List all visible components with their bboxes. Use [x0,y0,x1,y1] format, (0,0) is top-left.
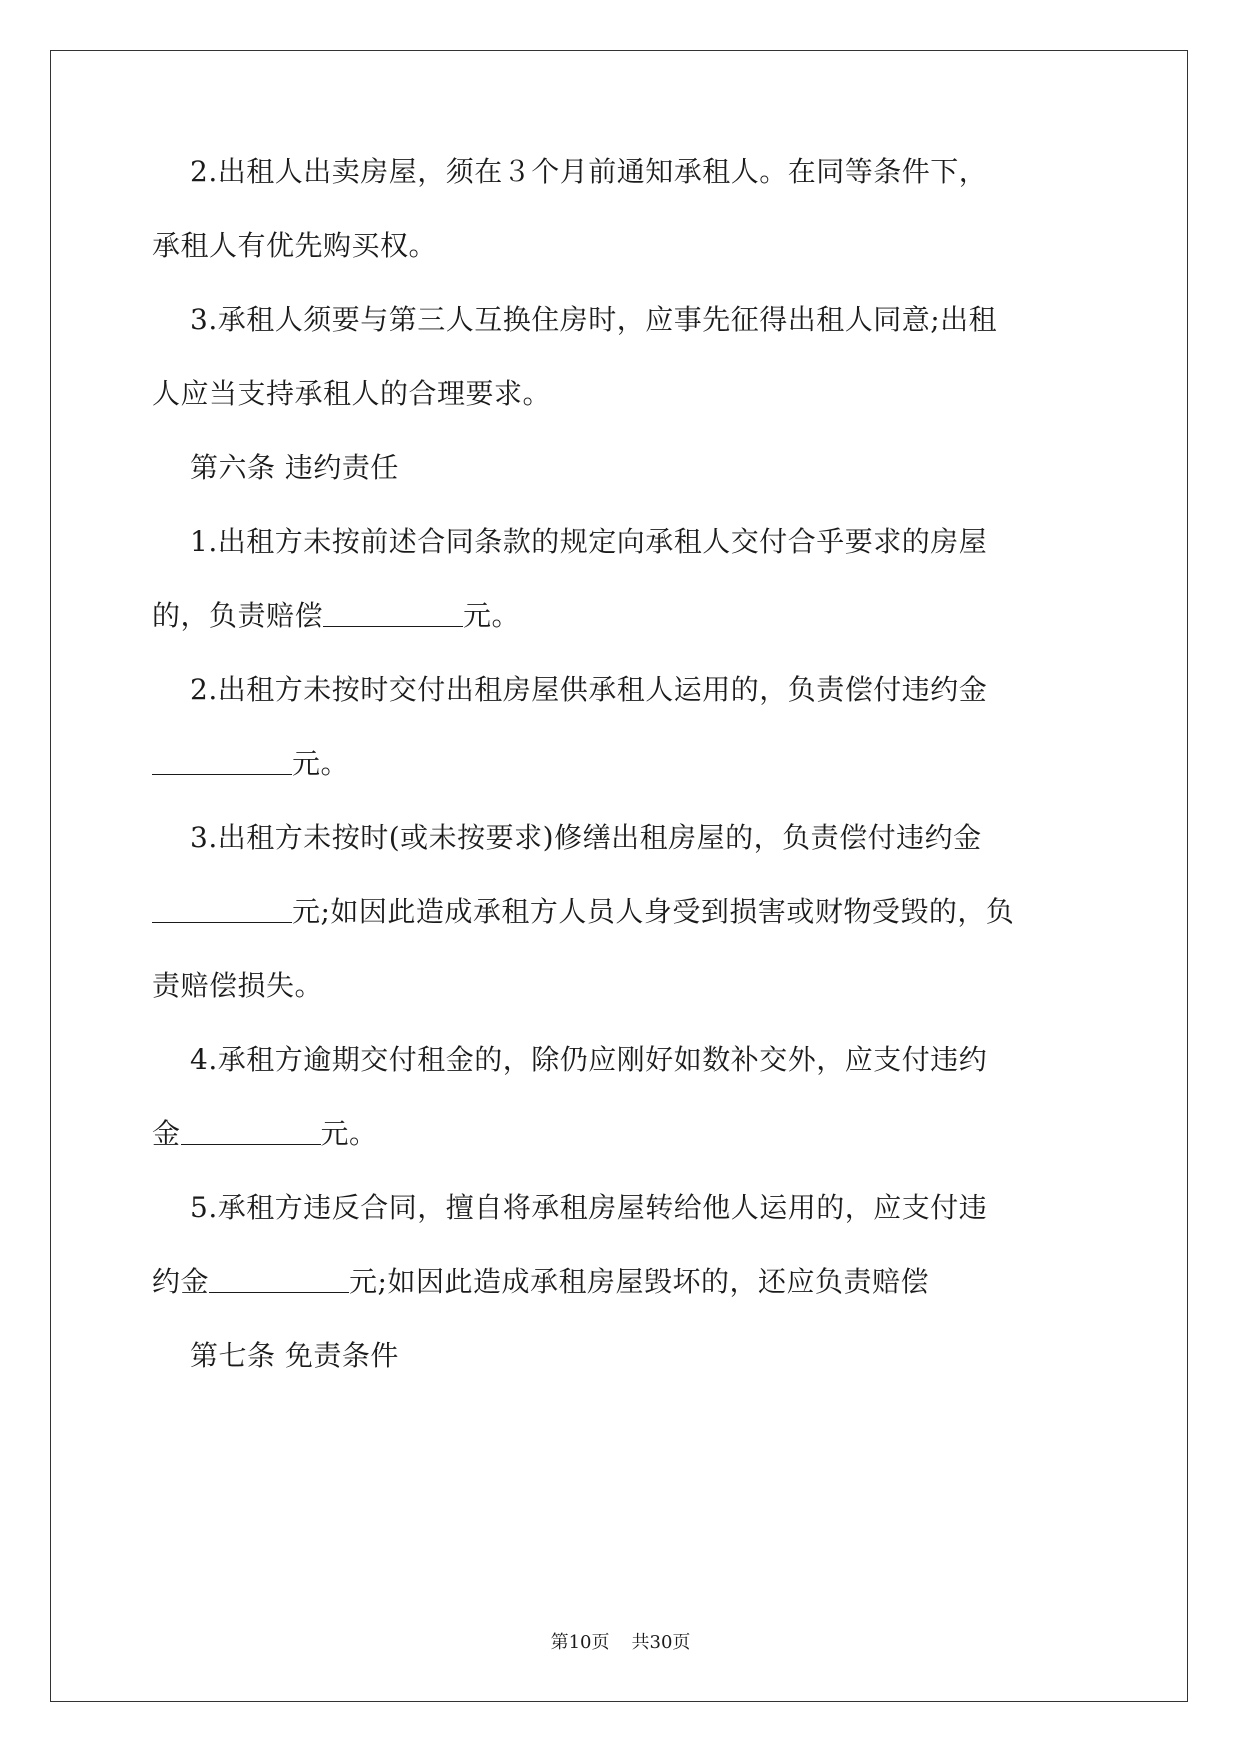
blank-amount-field [323,600,463,627]
paragraph-line: 1.出租方未按前述合同条款的规定向承租人交付合乎要求的房屋 [190,525,988,558]
blank-amount-field [152,896,292,923]
page-number: 第10页 [550,1632,610,1653]
paragraph-line: 人应当支持承租人的合理要求。 [152,377,552,410]
paragraph-line: 责赔偿损失。 [152,969,324,1002]
paragraph-line: 2.出租方未按时交付出租房屋供承租人运用的，负责偿付违约金 [190,673,988,706]
paragraph-line: 的，负责赔偿 元。 [152,599,521,632]
paragraph-line: 3.出租方未按时(或未按要求)修缮出租房屋的，负责偿付违约金 [190,821,982,854]
section-heading: 第六条 违约责任 [190,451,399,484]
blank-amount-field [152,748,292,775]
page-total: 共30页 [631,1632,691,1653]
paragraph-line: 元。 [152,744,349,784]
paragraph-line: 金 元。 [152,1117,378,1150]
page-border [50,50,1188,1702]
paragraph-line: 承租人有优先购买权。 [152,229,438,262]
section-heading: 第七条 免责条件 [190,1339,399,1372]
paragraph-line: 元;如因此造成承租方人员人身受到损害或财物受毁的，负 [152,892,1014,932]
blank-amount-field [209,1266,349,1293]
paragraph-line: 4.承租方逾期交付租金的，除仍应刚好如数补交外，应支付违约 [190,1043,988,1076]
page-footer [0,1631,1241,1655]
paragraph-line: 3.承租人须要与第三人互换住房时，应事先征得出租人同意;出租 [190,303,998,336]
paragraph-line: 5.承租方违反合同，擅自将承租房屋转给他人运用的，应支付违 [190,1191,988,1224]
paragraph-line: 约金 元;如因此造成承租房屋毁坏的，还应负责赔偿 [152,1265,929,1298]
blank-amount-field [181,1118,321,1145]
paragraph-line: 2.出租人出卖房屋，须在３个月前通知承租人。在同等条件下， [190,155,988,188]
